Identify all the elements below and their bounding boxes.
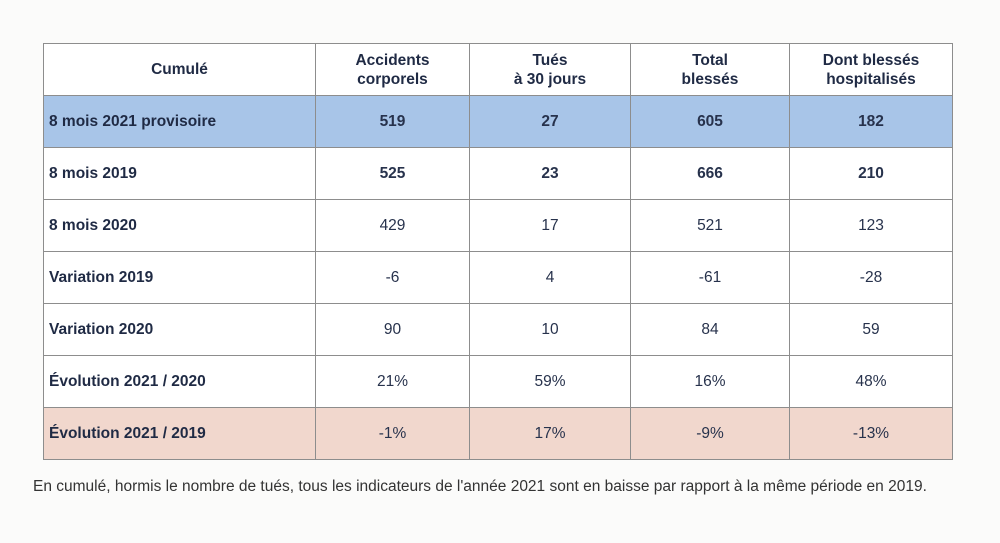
header-blesses-hospitalises [790, 44, 953, 96]
cell-tues: 59% [470, 356, 631, 408]
cell-blesses: 521 [631, 200, 790, 252]
table-row [44, 408, 953, 460]
cell-blesses: 666 [631, 148, 790, 200]
header-line: Dont blessés [822, 51, 920, 69]
row-label: 8 mois 2020 [44, 200, 316, 252]
table-header-row [44, 44, 953, 96]
header-cumule [44, 44, 316, 96]
cell-hospitalises: -13% [790, 408, 953, 460]
table-row [44, 304, 953, 356]
header-line: Tués [532, 51, 568, 69]
cell-accidents: -1% [316, 408, 470, 460]
cell-blesses: 16% [631, 356, 790, 408]
table-caption: En cumulé, hormis le nombre de tués, tous les indicateurs de l'année 2021 sont en baisse par rapport à la même période en 2019. [33, 477, 927, 495]
row-label: 8 mois 2019 [44, 148, 316, 200]
header-line: blessés [681, 70, 739, 88]
cell-accidents: 525 [316, 148, 470, 200]
cell-blesses: 84 [631, 304, 790, 356]
row-label: Variation 2019 [44, 252, 316, 304]
header-line: Accidents [355, 51, 430, 69]
row-label: Variation 2020 [44, 304, 316, 356]
cell-hospitalises: 182 [790, 96, 953, 148]
header-line: hospitalisés [826, 70, 916, 88]
header-accidents-corporels [316, 44, 470, 96]
cell-accidents: 90 [316, 304, 470, 356]
accident-statistics-table [43, 43, 953, 460]
header-line: Total [692, 51, 728, 69]
cell-tues: 17 [470, 200, 631, 252]
cell-hospitalises: 48% [790, 356, 953, 408]
table-row [44, 148, 953, 200]
cell-hospitalises: 210 [790, 148, 953, 200]
row-label: Évolution 2021 / 2020 [44, 356, 316, 408]
cell-tues: 27 [470, 96, 631, 148]
header-total-blesses [631, 44, 790, 96]
table-row [44, 356, 953, 408]
cell-tues: 23 [470, 148, 631, 200]
cell-hospitalises: 59 [790, 304, 953, 356]
cell-accidents: -6 [316, 252, 470, 304]
table-row [44, 252, 953, 304]
row-label: Évolution 2021 / 2019 [44, 408, 316, 460]
cell-tues: 4 [470, 252, 631, 304]
cell-hospitalises: 123 [790, 200, 953, 252]
cell-blesses: -9% [631, 408, 790, 460]
cell-accidents: 21% [316, 356, 470, 408]
cell-tues: 10 [470, 304, 631, 356]
cell-tues: 17% [470, 408, 631, 460]
table-row [44, 200, 953, 252]
header-line: corporels [357, 70, 428, 88]
cell-blesses: -61 [631, 252, 790, 304]
row-label: 8 mois 2021 provisoire [44, 96, 316, 148]
table-row [44, 96, 953, 148]
header-line: à 30 jours [513, 70, 587, 88]
cell-blesses: 605 [631, 96, 790, 148]
header-tues-30-jours [470, 44, 631, 96]
cell-accidents: 519 [316, 96, 470, 148]
cell-hospitalises: -28 [790, 252, 953, 304]
cell-accidents: 429 [316, 200, 470, 252]
header-cumule-text: Cumulé [151, 61, 208, 78]
